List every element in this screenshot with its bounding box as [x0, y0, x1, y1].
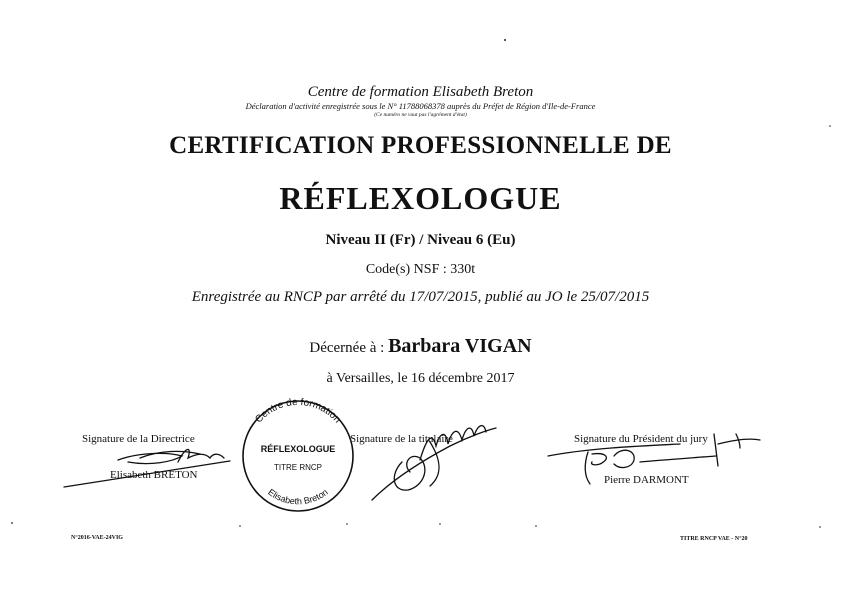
svg-text:Elisabeth Breton [266, 487, 330, 506]
organization-name: Centre de formation Elisabeth Breton [307, 84, 534, 100]
footer-left-reference: N°2016-VAE-24VIG [71, 535, 123, 541]
director-name: Elisabeth BRETON [110, 469, 198, 481]
holder-signature-label: Signature de la titulaire [350, 433, 453, 445]
president-name: Pierre DARMONT [604, 474, 689, 486]
stamp-line1: RÉFLEXOLOGUE [260, 444, 336, 454]
footer-right-reference: TITRE RNCP VAE - N°20 [680, 536, 748, 542]
rncp-registration: Enregistrée au RNCP par arrêté du 17/07/2015, publié au JO le 25/07/2015 [191, 289, 650, 305]
nsf-code: Code(s) NSF : 330t [365, 262, 476, 277]
certificate-title-line1: CERTIFICATION PROFESSIONNELLE DE [169, 132, 672, 159]
director-signature-label: Signature de la Directrice [82, 433, 195, 445]
awarded-label: Décernée à : [309, 340, 389, 356]
certificate-level: Niveau II (Fr) / Niveau 6 (Eu) [325, 232, 516, 248]
stamp [243, 397, 353, 511]
stamp-top-text: Centre de formation [253, 396, 343, 426]
holder-signature [372, 426, 496, 500]
director-signature [64, 449, 230, 487]
awarded-name: Barbara VIGAN [388, 335, 532, 357]
president-signature [548, 434, 760, 484]
certificate-title-line2: RÉFLEXOLOGUE [279, 180, 562, 216]
stamp-bottom-text: Elisabeth Breton [266, 486, 330, 507]
president-signature-label: Signature du Président du jury [574, 433, 708, 445]
place-date: à Versailles, le 16 décembre 2017 [326, 371, 515, 386]
declaration-text: Déclaration d'activité enregistrée sous le N° 11788068378 auprès du Préfet de Région d'Ile-de-France [245, 101, 596, 111]
declaration-note: (Ce numéro ne vaut pas l'agrément d'état) [374, 112, 467, 118]
stamp-line2: TITRE RNCP [274, 463, 322, 472]
scan-specks [11, 39, 831, 528]
